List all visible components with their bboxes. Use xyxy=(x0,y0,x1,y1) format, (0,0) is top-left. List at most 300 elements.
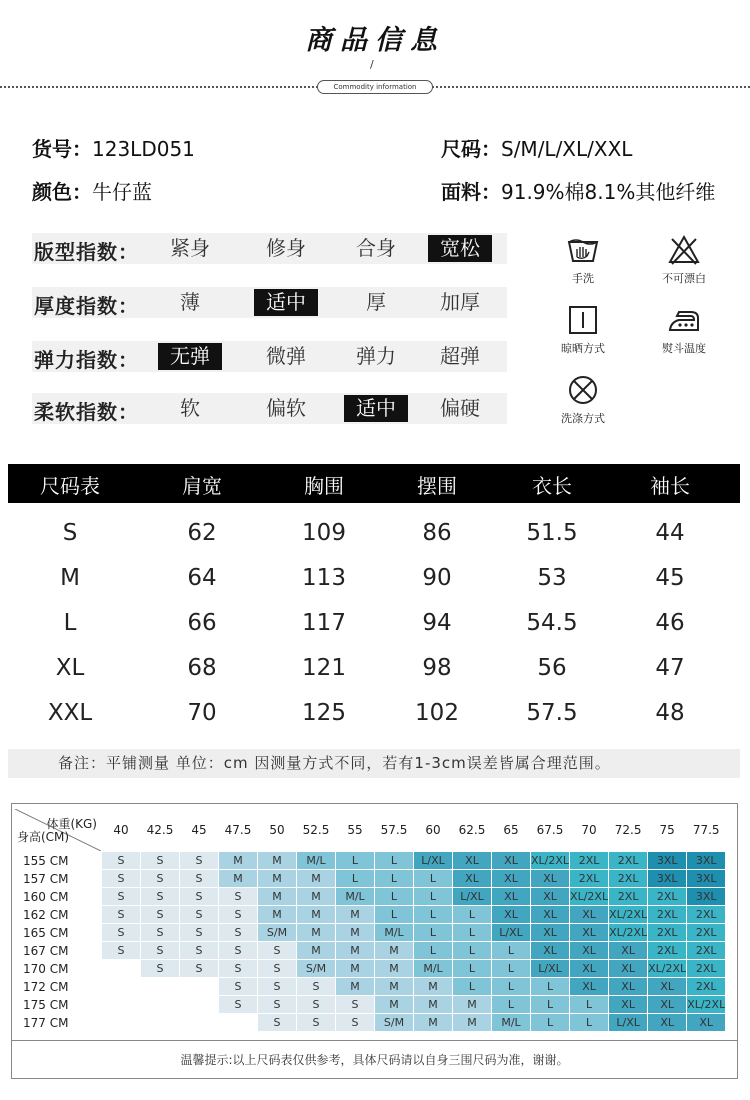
size-table-cell: 86 xyxy=(422,520,452,546)
scale-label: 柔软指数： xyxy=(34,400,139,424)
care-label: 洗涤方式 xyxy=(561,412,605,425)
care-label: 不可漂白 xyxy=(662,272,706,285)
recommend-cell: M xyxy=(375,978,413,995)
weight-header-cell: 60 xyxy=(425,823,441,837)
scale-label: 厚度指数： xyxy=(34,294,139,318)
size-table-row xyxy=(8,559,740,604)
size-table-cell: 66 xyxy=(187,610,217,636)
weight-header-cell: 62.5 xyxy=(458,823,486,837)
size-table-cell: 46 xyxy=(655,610,685,636)
scale-label: 版型指数： xyxy=(34,240,139,264)
weight-header-cell: 70 xyxy=(581,823,597,837)
recommend-cell: XL xyxy=(648,1014,686,1031)
recommend-cell: M xyxy=(297,870,335,887)
scale-row xyxy=(32,233,507,264)
scale-option: 弹力 xyxy=(356,344,396,368)
recommend-cell: 3XL xyxy=(648,870,686,887)
recommend-cell: 2XL xyxy=(648,906,686,923)
recommend-cell: M xyxy=(336,960,374,977)
drying-icon xyxy=(566,304,600,336)
recommend-cell: S xyxy=(336,1014,374,1031)
recommend-cell: M xyxy=(336,978,374,995)
recommend-cell: L xyxy=(453,924,491,941)
size-table-header xyxy=(8,464,740,503)
recommend-cell: XL/2XL xyxy=(648,962,687,975)
recommend-cell: XL xyxy=(531,906,569,923)
recommend-cell: S/M xyxy=(297,960,335,977)
recommend-cell: S xyxy=(258,1014,296,1031)
recommend-cell: S xyxy=(219,978,257,995)
recommend-cell: S xyxy=(141,888,179,905)
scale-option: 微弹 xyxy=(266,344,306,368)
height-row xyxy=(15,906,725,923)
recommend-cell: M xyxy=(336,924,374,941)
recommend-cell: S xyxy=(141,924,179,941)
recommend-cell: XL/2XL xyxy=(531,854,570,867)
height-label: 170 CM xyxy=(23,961,69,976)
fabric-info xyxy=(441,176,715,205)
scale-row xyxy=(32,393,507,424)
scale-option: 紧身 xyxy=(170,236,210,260)
recommend-cell: L xyxy=(414,924,452,941)
recommend-cell xyxy=(102,978,140,995)
recommend-cell: L xyxy=(414,906,452,923)
size-recommendation-table xyxy=(14,808,726,1032)
recommend-cell xyxy=(141,978,179,995)
recommend-cell: XL xyxy=(609,978,647,995)
recommend-cell: L/XL xyxy=(453,888,491,905)
size-table-cell: 70 xyxy=(187,700,217,726)
size-table-cell: XL xyxy=(55,655,85,681)
size-header-cell: 摆围 xyxy=(417,474,457,498)
size-table-row xyxy=(8,604,740,649)
scale-option: 偏硬 xyxy=(440,396,480,420)
recommend-cell: L xyxy=(375,870,413,887)
recommend-cell: 3XL xyxy=(687,870,725,887)
size-table-cell: 44 xyxy=(655,520,685,546)
recommend-cell: L xyxy=(375,888,413,905)
recommend-cell: S xyxy=(141,960,179,977)
weight-header-cell: 50 xyxy=(269,823,285,837)
scale-option-selected: 无弹 xyxy=(158,343,222,370)
size-table-cell: S xyxy=(62,520,78,546)
recommend-cell: S xyxy=(219,906,257,923)
size-table-cell: 102 xyxy=(415,700,459,726)
recommend-cell: XL xyxy=(570,924,608,941)
recommend-cell: XL xyxy=(609,960,647,977)
recommend-cell: M xyxy=(375,996,413,1013)
height-label: 177 CM xyxy=(23,1015,69,1030)
recommend-cell: S xyxy=(180,960,218,977)
recommend-cell: S xyxy=(141,870,179,887)
no-bleach-icon xyxy=(667,234,701,266)
recommend-cell xyxy=(102,960,140,977)
weight-header-cell: 77.5 xyxy=(692,823,720,837)
item-number xyxy=(32,133,195,162)
recommend-cell: M xyxy=(297,906,335,923)
size-table-cell: 48 xyxy=(655,700,685,726)
recommend-cell: M xyxy=(297,924,335,941)
measurement-note: 备注：平铺测量 单位：cm 因测量方式不同，若有1-3cm误差皆属合理范围。 xyxy=(8,749,740,778)
recommend-cell: M xyxy=(414,978,452,995)
recommend-cell: 2XL xyxy=(648,924,686,941)
recommend-cell: S xyxy=(102,924,140,941)
recommend-cell: S xyxy=(219,942,257,959)
recommend-cell: M xyxy=(258,888,296,905)
size-table-cell: 125 xyxy=(302,700,346,726)
item-number-label: 货号： xyxy=(32,137,92,161)
recommend-cell: S xyxy=(180,888,218,905)
weight-header-cell: 55 xyxy=(347,823,363,837)
scale-option: 加厚 xyxy=(440,290,480,314)
size-table-cell: M xyxy=(60,565,80,591)
recommendation-footer: 温馨提示:以上尺码表仅供参考，具体尺码请以自身三围尺码为准，谢谢。 xyxy=(180,1053,569,1067)
scale-option: 偏软 xyxy=(266,396,306,420)
height-row xyxy=(15,960,725,977)
height-label: 175 CM xyxy=(23,997,69,1012)
recommend-cell xyxy=(180,978,218,995)
recommend-cell: M xyxy=(219,870,257,887)
recommend-cell: S xyxy=(141,942,179,959)
recommend-cell: L xyxy=(336,852,374,869)
recommend-cell: XL xyxy=(531,888,569,905)
recommend-cell: L xyxy=(492,942,530,959)
weight-header-cell: 40 xyxy=(113,823,129,837)
recommend-cell: S xyxy=(297,1014,335,1031)
weight-header-cell: 42.5 xyxy=(146,823,174,837)
recommend-cell: XL xyxy=(687,1014,725,1031)
size-table-cell: 45 xyxy=(655,565,685,591)
recommend-cell: L xyxy=(414,942,452,959)
size-range-value: S/M/L/XL/XXL xyxy=(501,137,633,161)
size-header-cell: 肩宽 xyxy=(182,474,222,498)
recommend-cell: L xyxy=(531,996,569,1013)
color-value: 牛仔蓝 xyxy=(92,180,152,204)
recommend-cell: XL/2XL xyxy=(687,998,726,1011)
fabric-value: 91.9%棉8.1%其他纤维 xyxy=(501,180,716,204)
recommend-cell: S/M xyxy=(375,1014,413,1031)
recommend-cell: 2XL xyxy=(687,942,725,959)
recommend-cell: S xyxy=(219,888,257,905)
size-header-cell: 袖长 xyxy=(650,474,690,498)
weight-header-cell: 67.5 xyxy=(536,823,564,837)
size-table-cell: 47 xyxy=(655,655,685,681)
scale-option: 薄 xyxy=(180,290,200,314)
recommend-cell: S xyxy=(258,942,296,959)
size-table-row xyxy=(8,694,740,739)
weight-header-cell: 75 xyxy=(659,823,675,837)
height-label: 167 CM xyxy=(23,943,69,958)
recommend-cell: L xyxy=(375,852,413,869)
care-label: 手洗 xyxy=(572,272,594,285)
size-table-cell: XXL xyxy=(47,700,93,726)
height-label: 162 CM xyxy=(23,907,69,922)
recommend-cell: XL xyxy=(531,942,569,959)
weight-header-cell: 72.5 xyxy=(614,823,642,837)
size-header-cell: 胸围 xyxy=(304,474,344,498)
recommend-cell: S xyxy=(102,870,140,887)
recommend-cell: 2XL xyxy=(687,978,725,995)
recommend-cell: S xyxy=(297,978,335,995)
scale-label: 弹力指数： xyxy=(34,348,139,372)
weight-header-cell: 52.5 xyxy=(302,823,330,837)
size-table-cell: 109 xyxy=(302,520,346,546)
size-table-row xyxy=(8,649,740,694)
size-header-cell: 尺码表 xyxy=(40,474,100,498)
size-table-cell: 121 xyxy=(302,655,346,681)
recommend-cell: XL xyxy=(492,852,530,869)
height-row xyxy=(15,924,725,941)
scale-option: 修身 xyxy=(266,236,306,260)
height-row xyxy=(15,978,725,995)
recommend-cell: L xyxy=(453,978,491,995)
recommend-cell: S xyxy=(219,960,257,977)
recommend-cell: L xyxy=(492,978,530,995)
recommend-cell: 2XL xyxy=(609,852,647,869)
recommend-cell: M xyxy=(336,942,374,959)
recommend-cell: M/L xyxy=(297,852,335,869)
recommend-cell: M/L xyxy=(336,888,374,905)
recommend-cell: L xyxy=(492,960,530,977)
recommend-cell: L/XL xyxy=(531,960,569,977)
recommend-cell: M xyxy=(336,906,374,923)
recommend-cell: XL xyxy=(570,942,608,959)
recommend-cell: M xyxy=(258,870,296,887)
recommend-cell: L xyxy=(453,906,491,923)
size-table-cell: 94 xyxy=(422,610,452,636)
recommend-cell: L xyxy=(414,888,452,905)
recommend-cell: S xyxy=(180,924,218,941)
recommend-cell: XL xyxy=(609,942,647,959)
size-table-cell: L xyxy=(63,610,77,636)
recommend-cell: S xyxy=(102,888,140,905)
scale-option: 超弹 xyxy=(440,344,480,368)
header-subtitle: Commodity information xyxy=(317,80,433,94)
recommend-cell: S xyxy=(258,960,296,977)
item-number-value: 123LD051 xyxy=(92,137,195,161)
recommend-cell: L xyxy=(492,996,530,1013)
care-label: 晾晒方式 xyxy=(561,342,605,355)
recommend-cell: 2XL xyxy=(570,870,608,887)
recommend-cell: 2XL xyxy=(687,924,725,941)
recommend-cell: 3XL xyxy=(687,888,725,905)
scale-row xyxy=(32,287,507,318)
recommend-cell: S/M xyxy=(258,924,296,941)
recommend-cell: XL/2XL xyxy=(609,926,648,939)
header-slash: / xyxy=(370,58,374,71)
size-range-label: 尺码： xyxy=(441,137,501,161)
recommend-cell: M xyxy=(258,906,296,923)
recommend-cell: S xyxy=(180,942,218,959)
recommend-cell: S xyxy=(102,942,140,959)
iron-icon xyxy=(667,304,701,336)
scale-option-selected: 适中 xyxy=(344,395,408,422)
recommend-cell: L xyxy=(453,960,491,977)
recommend-cell: L xyxy=(453,942,491,959)
recommend-cell: 2XL xyxy=(687,906,725,923)
recommend-cell: S xyxy=(297,996,335,1013)
no-wash-icon xyxy=(566,374,600,406)
height-row xyxy=(15,942,725,959)
weight-header-cell: 57.5 xyxy=(380,823,408,837)
recommend-cell: L xyxy=(570,996,608,1013)
table-corner xyxy=(15,809,101,851)
recommend-cell: M/L xyxy=(492,1014,530,1031)
recommend-cell: M xyxy=(297,942,335,959)
weight-header-cell: 45 xyxy=(191,823,207,837)
recommendation-divider xyxy=(11,1040,738,1041)
recommend-cell: L xyxy=(336,870,374,887)
recommend-cell: L/XL xyxy=(414,852,452,869)
color-info xyxy=(32,176,152,205)
weight-header-row xyxy=(15,809,725,851)
recommend-cell: XL xyxy=(648,978,686,995)
size-range xyxy=(441,133,632,162)
recommend-cell: XL/2XL xyxy=(570,890,609,903)
height-row xyxy=(15,888,725,905)
height-label: 160 CM xyxy=(23,889,69,904)
recommend-cell: S xyxy=(180,852,218,869)
recommend-cell: S xyxy=(336,996,374,1013)
recommend-cell: M xyxy=(453,996,491,1013)
size-table-cell: 90 xyxy=(422,565,452,591)
recommend-cell: 2XL xyxy=(648,888,686,905)
recommend-cell: XL xyxy=(570,906,608,923)
recommend-cell: S xyxy=(180,870,218,887)
recommend-cell: XL xyxy=(648,996,686,1013)
size-header-cell: 衣长 xyxy=(532,474,572,498)
recommend-cell: XL xyxy=(492,870,530,887)
recommend-cell xyxy=(180,996,218,1013)
recommend-cell: S xyxy=(258,978,296,995)
recommend-cell: L/XL xyxy=(492,924,530,941)
size-table-cell: 64 xyxy=(187,565,217,591)
scale-option-selected: 宽松 xyxy=(428,235,492,262)
height-label: 165 CM xyxy=(23,925,69,940)
recommend-cell: S xyxy=(102,852,140,869)
care-no-wash xyxy=(548,374,618,426)
recommend-cell: L/XL xyxy=(609,1014,647,1031)
recommend-cell: M xyxy=(375,942,413,959)
recommend-cell: S xyxy=(102,906,140,923)
weight-header-cell: 65 xyxy=(503,823,519,837)
care-hand-wash xyxy=(548,234,618,286)
recommend-cell: L xyxy=(375,906,413,923)
recommend-cell xyxy=(102,996,140,1013)
weight-header-cell: 47.5 xyxy=(224,823,252,837)
page-title: 商品信息 xyxy=(305,25,445,56)
recommend-cell xyxy=(102,1014,140,1031)
hand-wash-icon xyxy=(566,234,600,266)
size-table-cell: 57.5 xyxy=(526,700,578,726)
recommend-cell: M/L xyxy=(375,924,413,941)
recommend-cell: S xyxy=(219,996,257,1013)
recommend-cell: XL xyxy=(453,870,491,887)
care-label: 熨斗温度 xyxy=(662,342,706,355)
height-label: 155 CM xyxy=(23,853,69,868)
size-table-cell: 54.5 xyxy=(526,610,578,636)
recommend-cell: XL xyxy=(570,960,608,977)
recommend-cell: XL xyxy=(609,996,647,1013)
height-row xyxy=(15,852,725,869)
recommend-cell: M xyxy=(258,852,296,869)
recommend-cell: 2XL xyxy=(687,960,725,977)
recommend-cell: XL xyxy=(570,978,608,995)
recommend-cell: L xyxy=(414,870,452,887)
recommend-cell: M xyxy=(414,1014,452,1031)
height-label: 172 CM xyxy=(23,979,69,994)
recommend-cell xyxy=(219,1014,257,1031)
scale-option: 软 xyxy=(180,396,200,420)
size-table-cell: 117 xyxy=(302,610,346,636)
height-row xyxy=(15,870,725,887)
weight-axis-label: 体重(KG) xyxy=(46,817,97,831)
scale-option: 厚 xyxy=(366,290,386,314)
fabric-label: 面料： xyxy=(441,180,501,204)
height-row xyxy=(15,996,725,1013)
recommend-cell: L xyxy=(531,978,569,995)
recommend-cell: XL xyxy=(531,870,569,887)
size-table-cell: 98 xyxy=(422,655,452,681)
recommend-cell: 3XL xyxy=(648,852,686,869)
color-label: 颜色： xyxy=(32,180,92,204)
size-table-cell: 53 xyxy=(537,565,567,591)
recommend-cell xyxy=(141,996,179,1013)
size-table-cell: 56 xyxy=(537,655,567,681)
recommend-cell: XL xyxy=(492,906,530,923)
recommend-cell: M xyxy=(219,852,257,869)
recommend-cell: XL xyxy=(531,924,569,941)
height-row xyxy=(15,1014,725,1031)
recommend-cell: M/L xyxy=(414,960,452,977)
recommend-cell: M xyxy=(414,996,452,1013)
recommend-cell: L xyxy=(531,1014,569,1031)
recommend-cell: S xyxy=(141,906,179,923)
recommend-cell xyxy=(141,1014,179,1031)
recommend-cell: M xyxy=(297,888,335,905)
recommend-cell: M xyxy=(375,960,413,977)
size-table-cell: 68 xyxy=(187,655,217,681)
size-table-row xyxy=(8,514,740,559)
recommend-cell: 2XL xyxy=(648,942,686,959)
scale-row xyxy=(32,341,507,372)
size-table-cell: 51.5 xyxy=(526,520,578,546)
recommend-cell: 2XL xyxy=(609,870,647,887)
recommend-cell: S xyxy=(180,906,218,923)
recommend-cell: M xyxy=(453,1014,491,1031)
recommend-cell: 2XL xyxy=(609,888,647,905)
height-label: 157 CM xyxy=(23,871,69,886)
care-drying xyxy=(548,304,618,356)
scale-option-selected: 适中 xyxy=(254,289,318,316)
height-axis-label: 身高(CM) xyxy=(17,830,70,844)
recommend-cell: XL xyxy=(492,888,530,905)
care-no-bleach xyxy=(649,234,719,286)
scale-option: 合身 xyxy=(356,236,396,260)
recommend-cell: S xyxy=(141,852,179,869)
size-table-cell: 62 xyxy=(187,520,217,546)
recommend-cell: XL/2XL xyxy=(609,908,648,921)
recommend-cell: L xyxy=(570,1014,608,1031)
recommend-cell: S xyxy=(258,996,296,1013)
recommend-cell: S xyxy=(219,924,257,941)
recommend-cell: 3XL xyxy=(687,852,725,869)
recommend-cell: XL xyxy=(453,852,491,869)
care-iron xyxy=(649,304,719,356)
size-table-cell: 113 xyxy=(302,565,346,591)
recommend-cell: 2XL xyxy=(570,852,608,869)
recommend-cell xyxy=(180,1014,218,1031)
